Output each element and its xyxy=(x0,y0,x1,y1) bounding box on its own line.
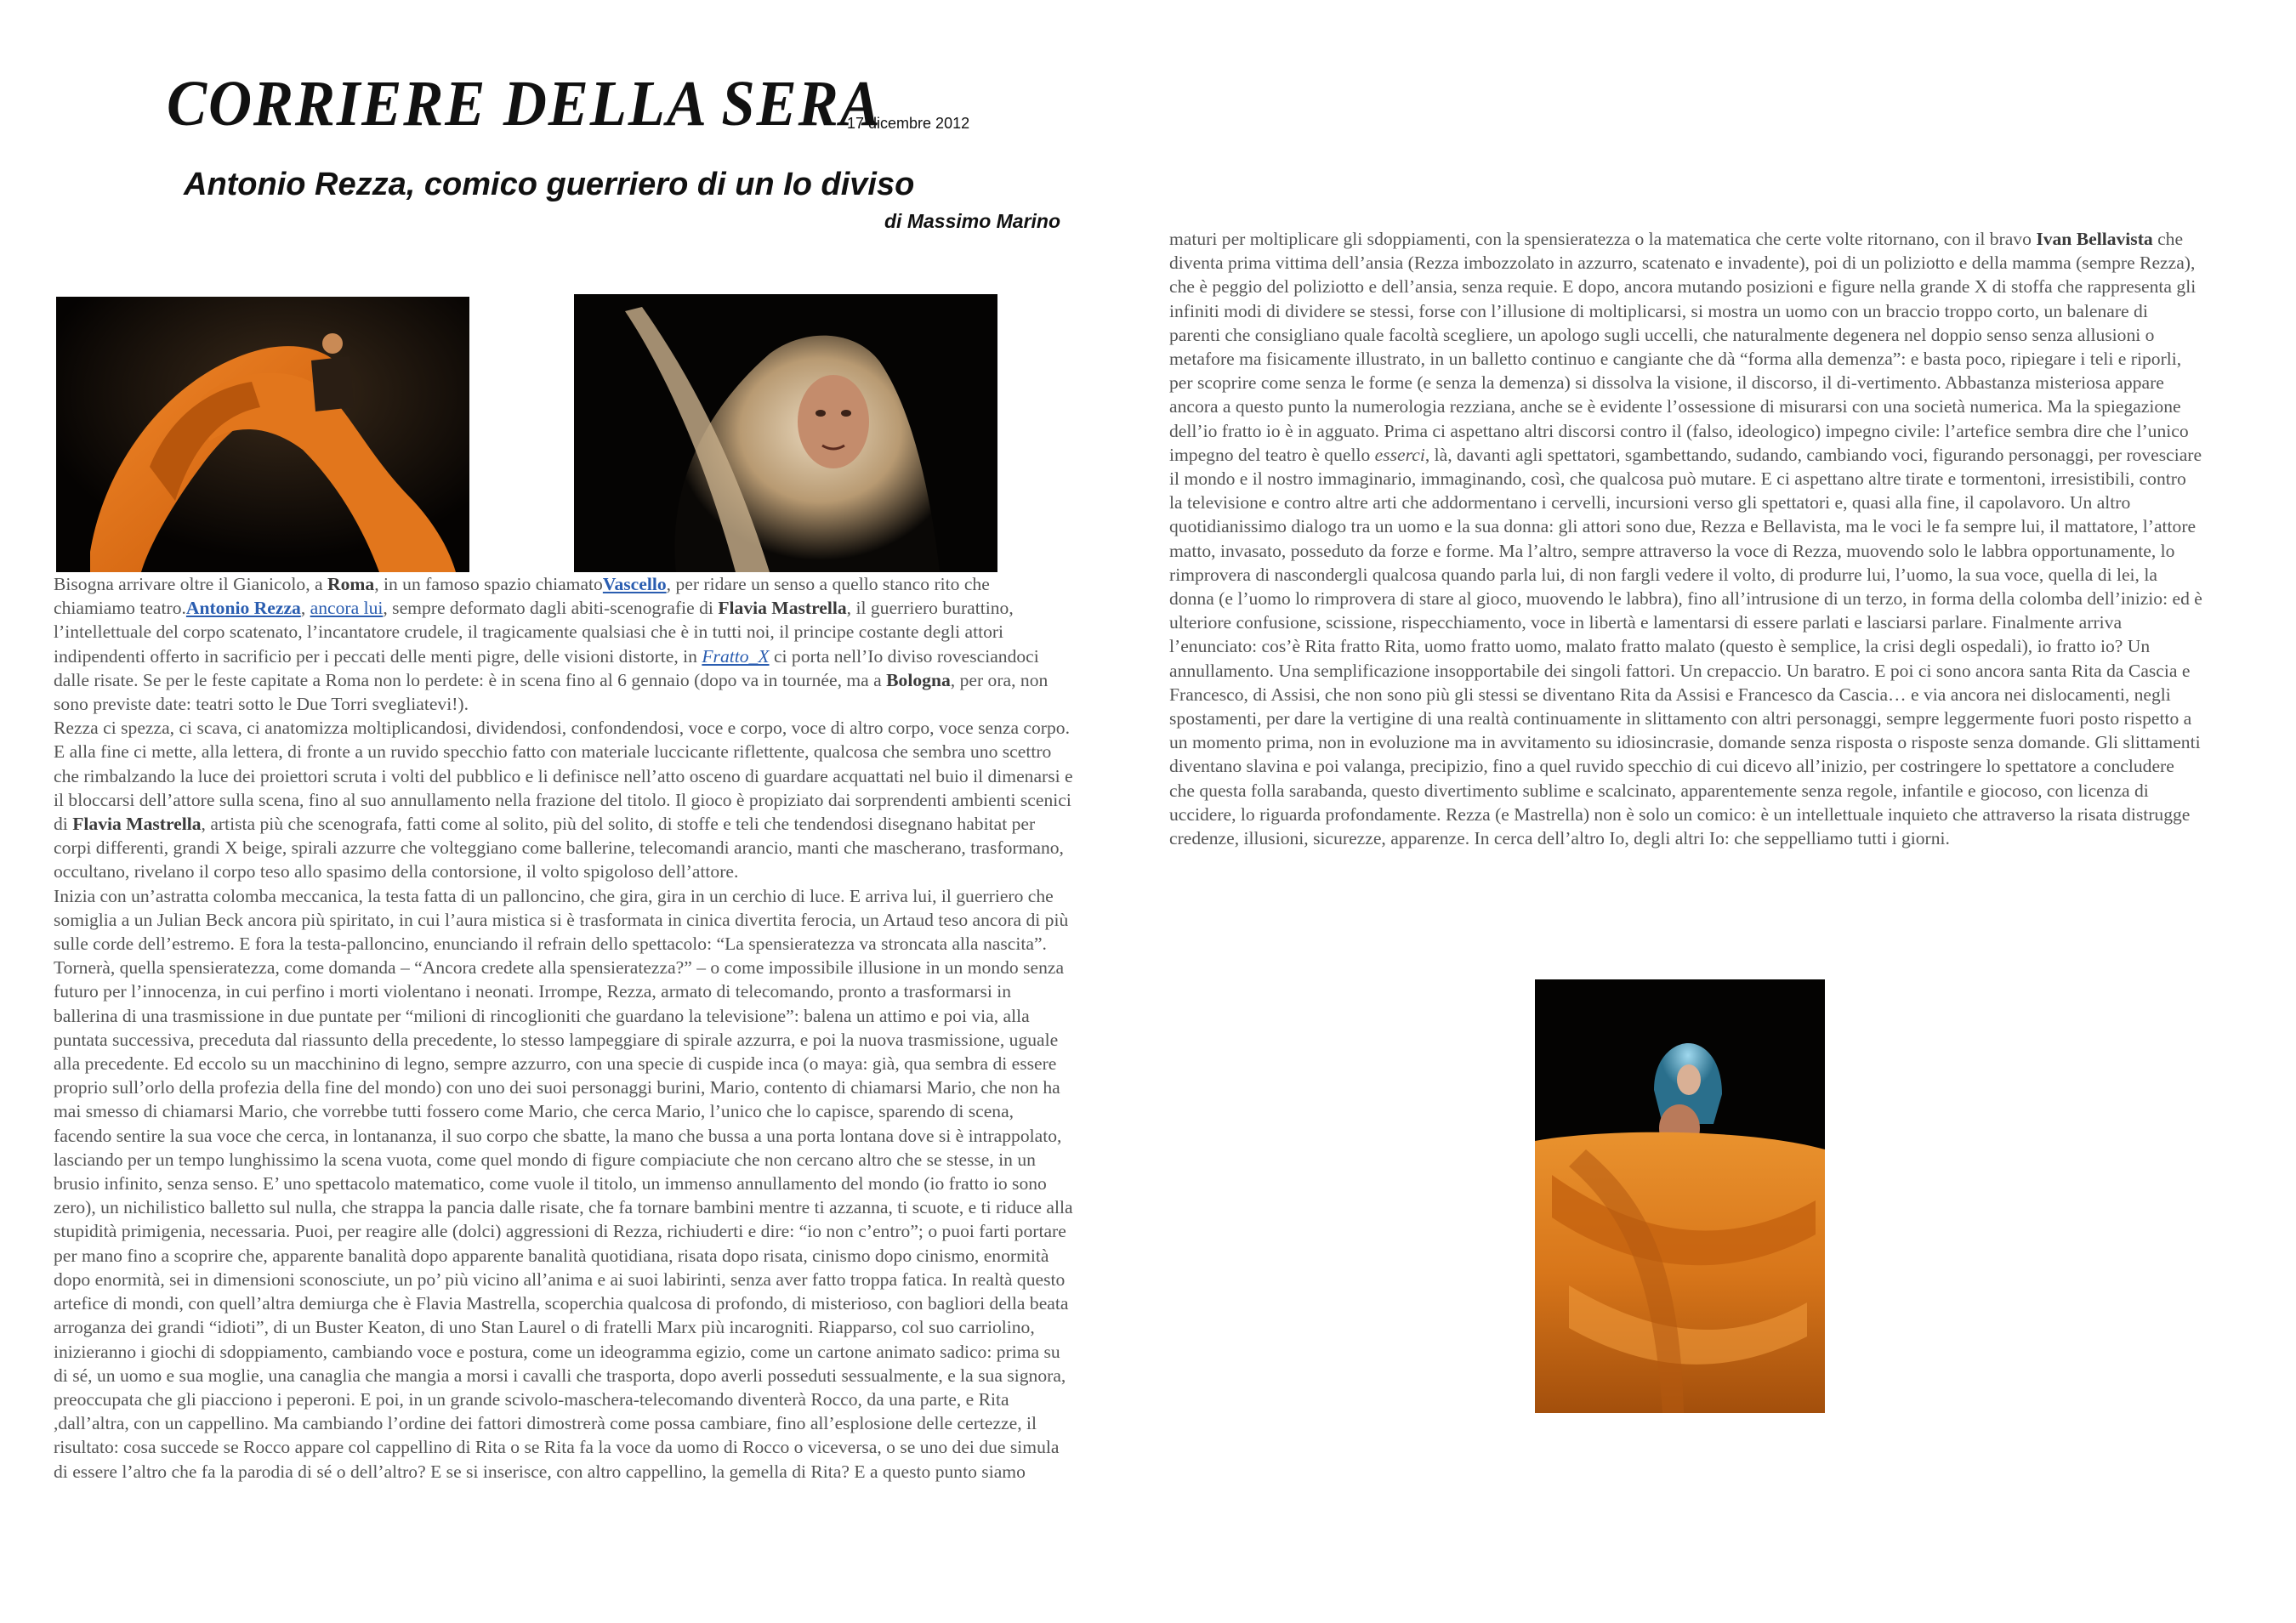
article-body-right xyxy=(1169,227,2202,926)
photo-two-performers-orange-drape xyxy=(1535,979,1825,1413)
link-fratto-x[interactable]: Fratto_X xyxy=(702,645,770,667)
article-body-left xyxy=(54,572,1074,1571)
photo-hooded-performer xyxy=(574,294,997,572)
paragraph-intro: Bisogna arrivare oltre il Gianicolo, a Roma, in un famoso spazio chiamatoVascello, per ridare un senso a quello stanco rito che chiamiamo teatro.Antonio Rezza, ancora lui, sempre deformato dagli abiti-scenografie di Flavia Mastrella, il guerriero burattino, l’intellettuale del corpo scatenato, l’incantatore crudele, il tragicamente qualsiasi che è in tutti noi, il principe costante degli attori indipendenti offerto in sacrificio per i peccati delle menti pigre, delle visioni distorte, in Fratto_X ci porta nell’Io diviso rovesciandoci dalle risate. Se per le feste capitate a Roma non lo perdete: è in scena fino al 6 gennaio (dopo va in tournée, ma a Bologna, per ora, non sono previste date: teatri sotto le Due Torri svegliatevi!). xyxy=(54,574,1049,715)
article-title: Antonio Rezza, comico guerriero di un Io diviso xyxy=(184,167,915,202)
publication-date: 17 dicembre 2012 xyxy=(847,115,970,132)
place-bologna: Bologna xyxy=(886,669,951,690)
paragraph-scenery: Rezza ci spezza, ci scava, ci anatomizza moltiplicandosi, dividendosi, confondendosi, voce e corpo, voce di altro corpo, voce senza corpo. E alla fine ci mette, alla lettera, di fronte a un ruvido specchio fatto con materiale luccicante riflettente, qualcosa che sembra uno scettro che rimbalzando la luce dei proiettori scruta i volti del pubblico e li definisce nell’atto osceno di guardare acquattati nel buio il dimenarsi e il bloccarsi dell’attore sulla scena, fino al suo annullamento nella frazione del titolo. Il gioco è propiziato dai sorprendenti ambienti scenici di Flavia Mastrella, artista più che scenografa, fatti come al solito, più del solito, di stoffe e teli che tendendosi disegnano habitat per corpi differenti, grandi X beige, spirali azzurre che volteggiano come ballerine, telecomandi arancio, manti che mascherano, trasformano, occultano, rivelano il corpo teso allo spasimo della contorsione, il volto spigoloso dell’attore. xyxy=(54,718,1073,882)
paragraph-continuation: maturi per moltiplicare gli sdoppiamenti, con la spensieratezza o la matematica che certe volte ritornano, con il bravo Ivan Bellavista che diventa prima vittima dell’ansia (Rezza imbozzolato in azzurro, scatenato e invadente), poi di un poliziotto e della mamma (sempre Rezza), che è peggio del poliziotto e dell’ansia, senza requie. E dopo, ancora mutando posizioni e figure nella grande X di stoffa che rappresenta gli infiniti modi di dividere se stessi, forse con l’illusione di moltiplicarsi, si mostra un uomo con un braccio troppo corto, un balenare di parenti che consigliano quale facoltà scegliere, un apologo sugli uccelli, che naturalmente degenera nel doppio senso senza allusioni o metafore ma fisicamente illustrato, in un balletto continuo e cangiante che dà “forma alla demenza”: e basta poco, ripiegare i teli e riporli, per scoprire come senza le forme (e senza la demenza) si dissolva la visione, il discorso, il di-vertimento. Abbastanza misteriosa appare ancora a questo punto la numerologia rezziana, anche se è evidente l’ossessione di misurarsi con una società numerica. Ma la spiegazione dell’io fratto io è in agguato. Prima ci aspettano altri discorsi contro il (falso, ideologico) impegno civile: l’artefice sembra dire che l’unico impegno del teatro è quello esserci, là, davanti agli spettatori, sgambettando, sudando, cambiando voci, figurando personaggi, per rovesciare il mondo e il nostro immaginario, immaginando, così, che qualcosa può mutare. E ci aspettano altre tirate e tormentoni, irresistibili, contro la televisione e contro altre arti che addormentano i cervelli, incursioni verso gli spettatori e, quasi alla fine, il capolavoro. Un altro quotidianissimo dialogo tra un uomo e la sua donna: gli attori sono due, Rezza e Bellavista, ma le voci le fa sempre lui, il mattatore, l’attore matto, invasato, posseduto da forze e forme. Ma l’altro, sempre attraverso la voce di Rezza, muovendo solo le labbra opportunamente, lo rimprovera di nascondergli qualcosa quando parla lui, di non fargli vedere il volto, di produrre lui, l’uomo, la sua voce, quella di lei, la donna (e l’uomo lo rimprovera di stare al gioco, muovendo le labbra), fino all’intrusione di un terzo, in forma della colomba dell’inizio: ed è ulteriore confusione, scissione, rispecchiamento, voce in libertà e lamentarsi di essere parlati e lasciarsi parlare. Finalmente arriva l’enunciato: cos’è Rita fratto Rita, uomo fratto uomo, malato fratto malato (questo è semplice, la crisi degli ospedali), io fratto io? Un annullamento. Una semplificazione insopportabile dei singoli fattori. Un crepaccio. Un baratro. E poi ci sono ancora santa Rita da Cascia e Francesco, di Assisi, che non sono più gli stessi se diventano Rita da Assisi e Francesco da Cascia… e via ancora nei dislocamenti, negli spostamenti, per dare la vertigine di una realtà continuamente in slittamento con altri personaggi, sempre leggermente fuori posto rispetto a un momento prima, non in evoluzione ma in avvitamento su idiosincrasie, domande senza risposta o risposte senza domande. Gli slittamenti diventano slavina e poi valanga, precipizio, fino a quel ruvido specchio di cui dicevo all’inizio, per costringere lo spettatore a concludere che questa folla sarabanda, questo divertimento sublime e scalcinato, apparentemente senza regole, infantile e giocoso, con licenza di uccidere, lo riguarda profondamente. Rezza (e Mastrella) non è solo un comico: è un intellettuale inquieto che attraverso la risata distrugge credenze, illusioni, sicurezze, apparenze. In cerca dell’altro Io, degli altri Io: che seppelliamo tutti i giorni. xyxy=(1169,229,2202,849)
article-byline: di Massimo Marino xyxy=(884,210,1061,232)
place-roma: Roma xyxy=(327,574,375,594)
masthead-logo: CORRIERE DELLA SERA xyxy=(167,68,882,139)
link-antonio-rezza[interactable]: Antonio Rezza xyxy=(185,598,301,619)
paragraph-performance: Inizia con un’astratta colomba meccanica, la testa fatta di un palloncino, che gira, gira in un cerchio di luce. E arriva lui, il guerriero che somiglia a un Julian Beck ancora più spiritato, in cui l’aura mistica si è trasformata in cinica divertita ferocia, un Artaud teso ancora di più sulle corde dell’estremo. E fora la testa-palloncino, enunciando il refrain dello spettacolo: “La spensieratezza va stroncata alla nascita”. Tornerà, quella spensieratezza, come domanda – “Ancora credete alla spensieratezza?” – o come impossibile illusione in un mondo senza futuro per l’innocenza, in cui perfino i morti violentano i neonati. Irrompe, Rezza, armato di telecomando, pronto a trasformarsi in ballerina di una trasmissione in due puntate per “milioni di rincoglioniti che guardano la televisione”: balena un attimo e poi via, alla puntata successiva, preceduta dal riassunto della precedente, lo stesso lampeggiare di spirale azzurra, e poi la nuova trasmissione, uguale alla precedente. Ed eccolo su un macchinino di legno, sempre azzurro, con una specie di cuspide inca (o maya: già, qua sembra di essere proprio sull’orlo della profezia della fine del mondo) con uno dei suoi personaggi burini, Mario, contento di chiamarsi Mario, che non ha mai smesso di chiamarsi Mario, che vorrebbe tutti fossero come Mario, che cerca Mario, l’unico che lo capisce, sparendo di scena, facendo sentire la sua voce che cerca, in lontananza, il suo corpo che sbatte, la mano che bussa a una porta lontana dove si è intrappolato, lasciando per un tempo lunghissimo la scena vuota, come quel mondo di figure compiaciute che non cercano altro che se stesse, in un brusio infinito, senza senso. E’ uno spettacolo matematico, come vuole il titolo, un immenso annullamento del mondo (io fratto io sono zero), un nichilistico balletto sul nulla, che strappa la pancia dalle risate, che fa tornare bambini mentre ti azzanna, ti scuote, e ti riduce alla stupidità primigenia, necessaria. Puoi, per reagire alle (dolci) aggressioni di Rezza, richiuderti e dire: “io non c’entro”; o puoi farti portare per mano fino a scoprire che, apparente banalità dopo apparente banalità quotidiana, risata dopo risata, cinismo dopo cinismo, enormità dopo enormità, sei in dimensioni sconosciute, un po’ più vicino all’anima e ai suoi labirinti, senza aver fatto troppa fatica. In realtà questo artefice di mondi, con quell’altra demiurga che è Flavia Mastrella, scoperchia qualcosa di profondo, di misterioso, con bagliori della beata arroganza dei grandi “idioti”, di un Buster Keaton, di uno Stan Laurel o di fratelli Marx più incarogniti. Riapparso, col suo carriolino, inizieranno i giochi di sdoppiamento, cambiando voce e postura, come un ideogramma egizio, come un cartone animato sadico: prima su di sé, un uomo e sua moglie, una canaglia che mangia a morsi i cavalli che trasporta, dopo averli posseduti sessualmente, e la sua signora, preoccupata che gli piacciono i peperoni. E poi, in un grande scivolo-maschera-telecomando diventerà Rocco, da una parte, e Rita ,dall’altra, con un cappellino. Ma cambiando l’ordine dei fattori dimostrerà come possa cambiare, fino all’esplosione delle certezze, il risultato: cosa succede se Rocco appare col cappellino di Rita o se Rita fa la voce da uomo di Rocco o viceversa, o se uno dei due simula di essere l’altro che fa la parodia di sé o dell’altro? E se si inserisce, con altro cappellino, la gemella di Rita? E a questo punto siamo xyxy=(54,885,1073,1482)
word-esserci: esserci xyxy=(1374,444,1425,465)
name-flavia-mastrella-2: Flavia Mastrella xyxy=(72,814,202,835)
name-ivan-bellavista: Ivan Bellavista xyxy=(2036,229,2153,249)
link-vascello[interactable]: Vascello xyxy=(602,574,667,594)
name-flavia-mastrella: Flavia Mastrella xyxy=(718,598,847,619)
photo-orange-fabric-performer xyxy=(56,297,469,572)
link-ancora-lui[interactable]: ancora lui xyxy=(310,598,384,619)
